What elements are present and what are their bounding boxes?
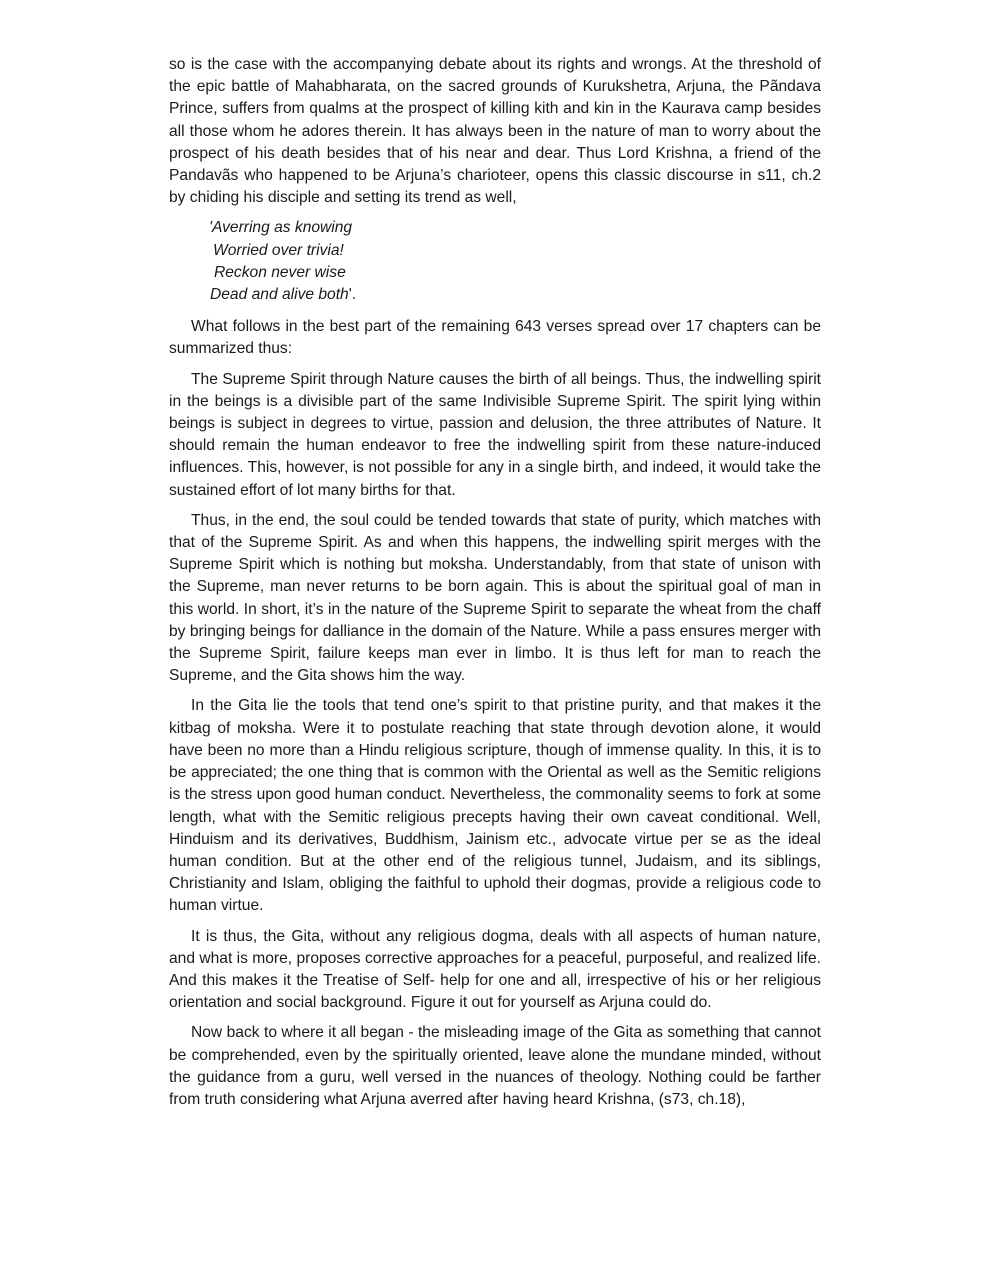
document-page xyxy=(169,54,821,1119)
verse-quote xyxy=(209,217,821,306)
paragraph-2: What follows in the best part of the remaining 643 verses spread over 17 chapters can be summarized thus: xyxy=(169,318,821,358)
paragraph-5: In the Gita lie the tools that tend one’s spirit to that pristine purity, and that makes it the kitbag of moksha. Were it to postulate reaching that state through devotion alone, it would have been no more than a Hindu religious scripture, though of immense quality. In this, it is to be appreciated; the one thing that is common with the Oriental as well as the Semitic religions is the stress upon good human conduct. Nevertheless, the commonality seems to fork at some length, what with the Semitic religious precepts having their own caveat conditional. Well, Hinduism and its derivatives, Buddhism, Jainism etc., advocate virtue per se as the ideal human condition. But at the other end of the religious tunnel, Judaism, and its siblings, Christianity and Islam, obliging the faithful to uphold their dogmas, provide a religious code to human virtue. xyxy=(169,697,821,915)
paragraph-4: Thus, in the end, the soul could be tended towards that state of purity, which matches with that of the Supreme Spirit. As and when this happens, the indwelling spirit merges with the Supreme Spirit which is nothing but moksha. Understandably, from that state of unison with the Supreme, man never returns to be born again. This is about the spiritual goal of man in this world. In short, it’s in the nature of the Supreme Spirit to separate the wheat from the chaff by bringing beings for dalliance in the domain of the Nature. While a pass ensures merger with the Supreme Spirit, failure keeps man ever in limbo. It is thus left for man to reach the Supreme, and the Gita shows him the way. xyxy=(169,511,821,685)
paragraph-7: Now back to where it all began - the misleading image of the Gita as something that cannot be comprehended, even by the spiritually oriented, leave alone the mundane minded, without the guidance from a guru, well versed in the nuances of theology. Nothing could be farther from truth considering what Arjuna averred after having heard Krishna, (s73, ch.18), xyxy=(169,1024,821,1108)
verse-line-4-tail: '. xyxy=(348,286,357,304)
verse-line-3: Reckon never wise xyxy=(214,263,346,281)
paragraph-3: The Supreme Spirit through Nature causes the birth of all beings. Thus, the indwelling spirit in the beings is a divisible part of the same Indivisible Supreme Spirit. The spirit lying within beings is subject in degrees to virtue, passion and delusion, the three attributes of Nature. It should remain the human endeavor to free the indwelling spirit from these nature-induced influences. This, however, is not possible for any in a single birth, and indeed, it would take the sustained effort of lot many births for that. xyxy=(169,370,821,499)
verse-line-1: 'Averring as knowing xyxy=(209,219,353,237)
paragraph-6: It is thus, the Gita, without any religious dogma, deals with all aspects of human nature, and what is more, proposes corrective approaches for a peaceful, purposeful, and realized life. And this makes it the Treatise of Self- help for one and all, irrespective of his or her religious orientation and social background. Figure it out for yourself as Arjuna could do. xyxy=(169,927,821,1012)
paragraph-1: so is the case with the accompanying debate about its rights and wrongs. At the threshold of the epic battle of Mahabharata, on the sacred grounds of Kurukshetra, Arjuna, the Pãndava Prince, suffers from qualms at the prospect of killing kith and kin in the Kaurava camp besides all those whom he adores therein. It has always been in the nature of man to worry about the prospect of his death besides that of his near and dear. Thus Lord Krishna, a friend of the Pandavãs who happened to be Arjuna’s charioteer, opens this classic discourse in s11, ch.2 by chiding his disciple and setting its trend as well, xyxy=(169,56,821,207)
verse-line-4 xyxy=(209,284,821,306)
verse-line-4-text: Dead and alive both xyxy=(210,286,349,304)
verse-line-2: Worried over trivia! xyxy=(213,241,344,259)
